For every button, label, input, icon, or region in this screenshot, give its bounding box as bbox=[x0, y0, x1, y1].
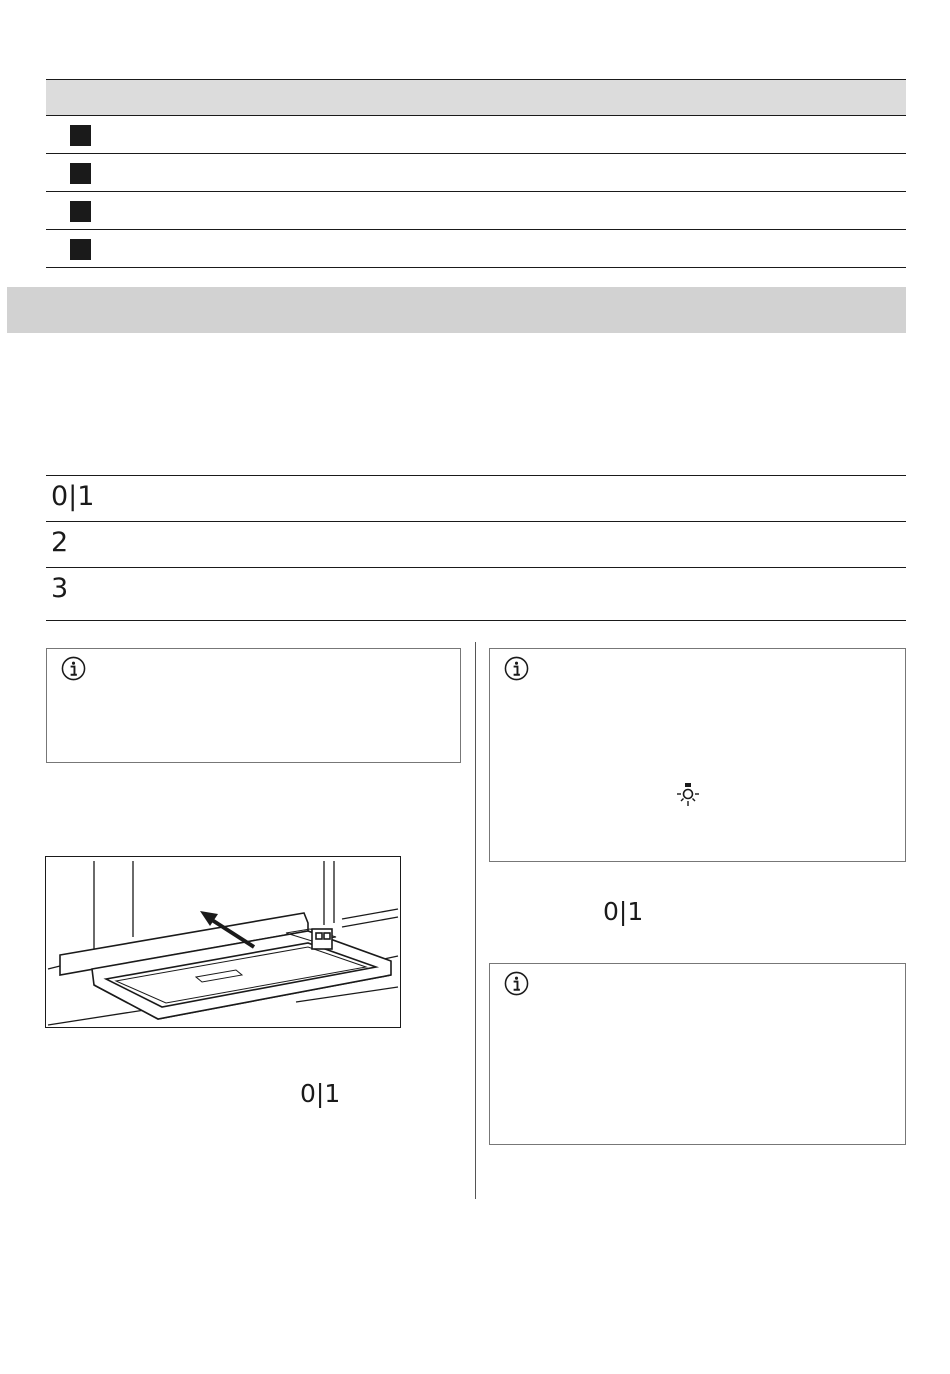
black-square-marker bbox=[70, 239, 91, 260]
column-divider bbox=[475, 642, 476, 1199]
black-square-marker bbox=[70, 163, 91, 184]
control-panel-table bbox=[46, 475, 906, 621]
control-symbol: 0|1 bbox=[51, 481, 95, 512]
info-note-box bbox=[46, 648, 461, 763]
info-icon bbox=[504, 656, 529, 681]
info-icon bbox=[61, 656, 86, 681]
table-row bbox=[46, 230, 906, 268]
control-symbol: 2 bbox=[51, 527, 69, 558]
table-row bbox=[46, 154, 906, 192]
light-bulb-icon bbox=[676, 782, 700, 808]
info-note-box bbox=[489, 648, 906, 862]
table-row bbox=[46, 116, 906, 154]
control-row bbox=[46, 568, 906, 621]
section-heading-band bbox=[7, 287, 906, 333]
table-header bbox=[46, 79, 906, 116]
on-off-symbol: 0|1 bbox=[300, 1079, 341, 1108]
info-icon bbox=[504, 971, 529, 996]
black-square-marker bbox=[70, 201, 91, 222]
on-off-symbol: 0|1 bbox=[603, 897, 644, 926]
control-row bbox=[46, 476, 906, 522]
control-symbol: 3 bbox=[51, 573, 69, 604]
info-note-box bbox=[489, 963, 906, 1145]
table-row bbox=[46, 192, 906, 230]
control-row bbox=[46, 522, 906, 568]
black-square-marker bbox=[70, 125, 91, 146]
hood-illustration bbox=[45, 856, 401, 1028]
colour-key-table bbox=[46, 79, 906, 268]
